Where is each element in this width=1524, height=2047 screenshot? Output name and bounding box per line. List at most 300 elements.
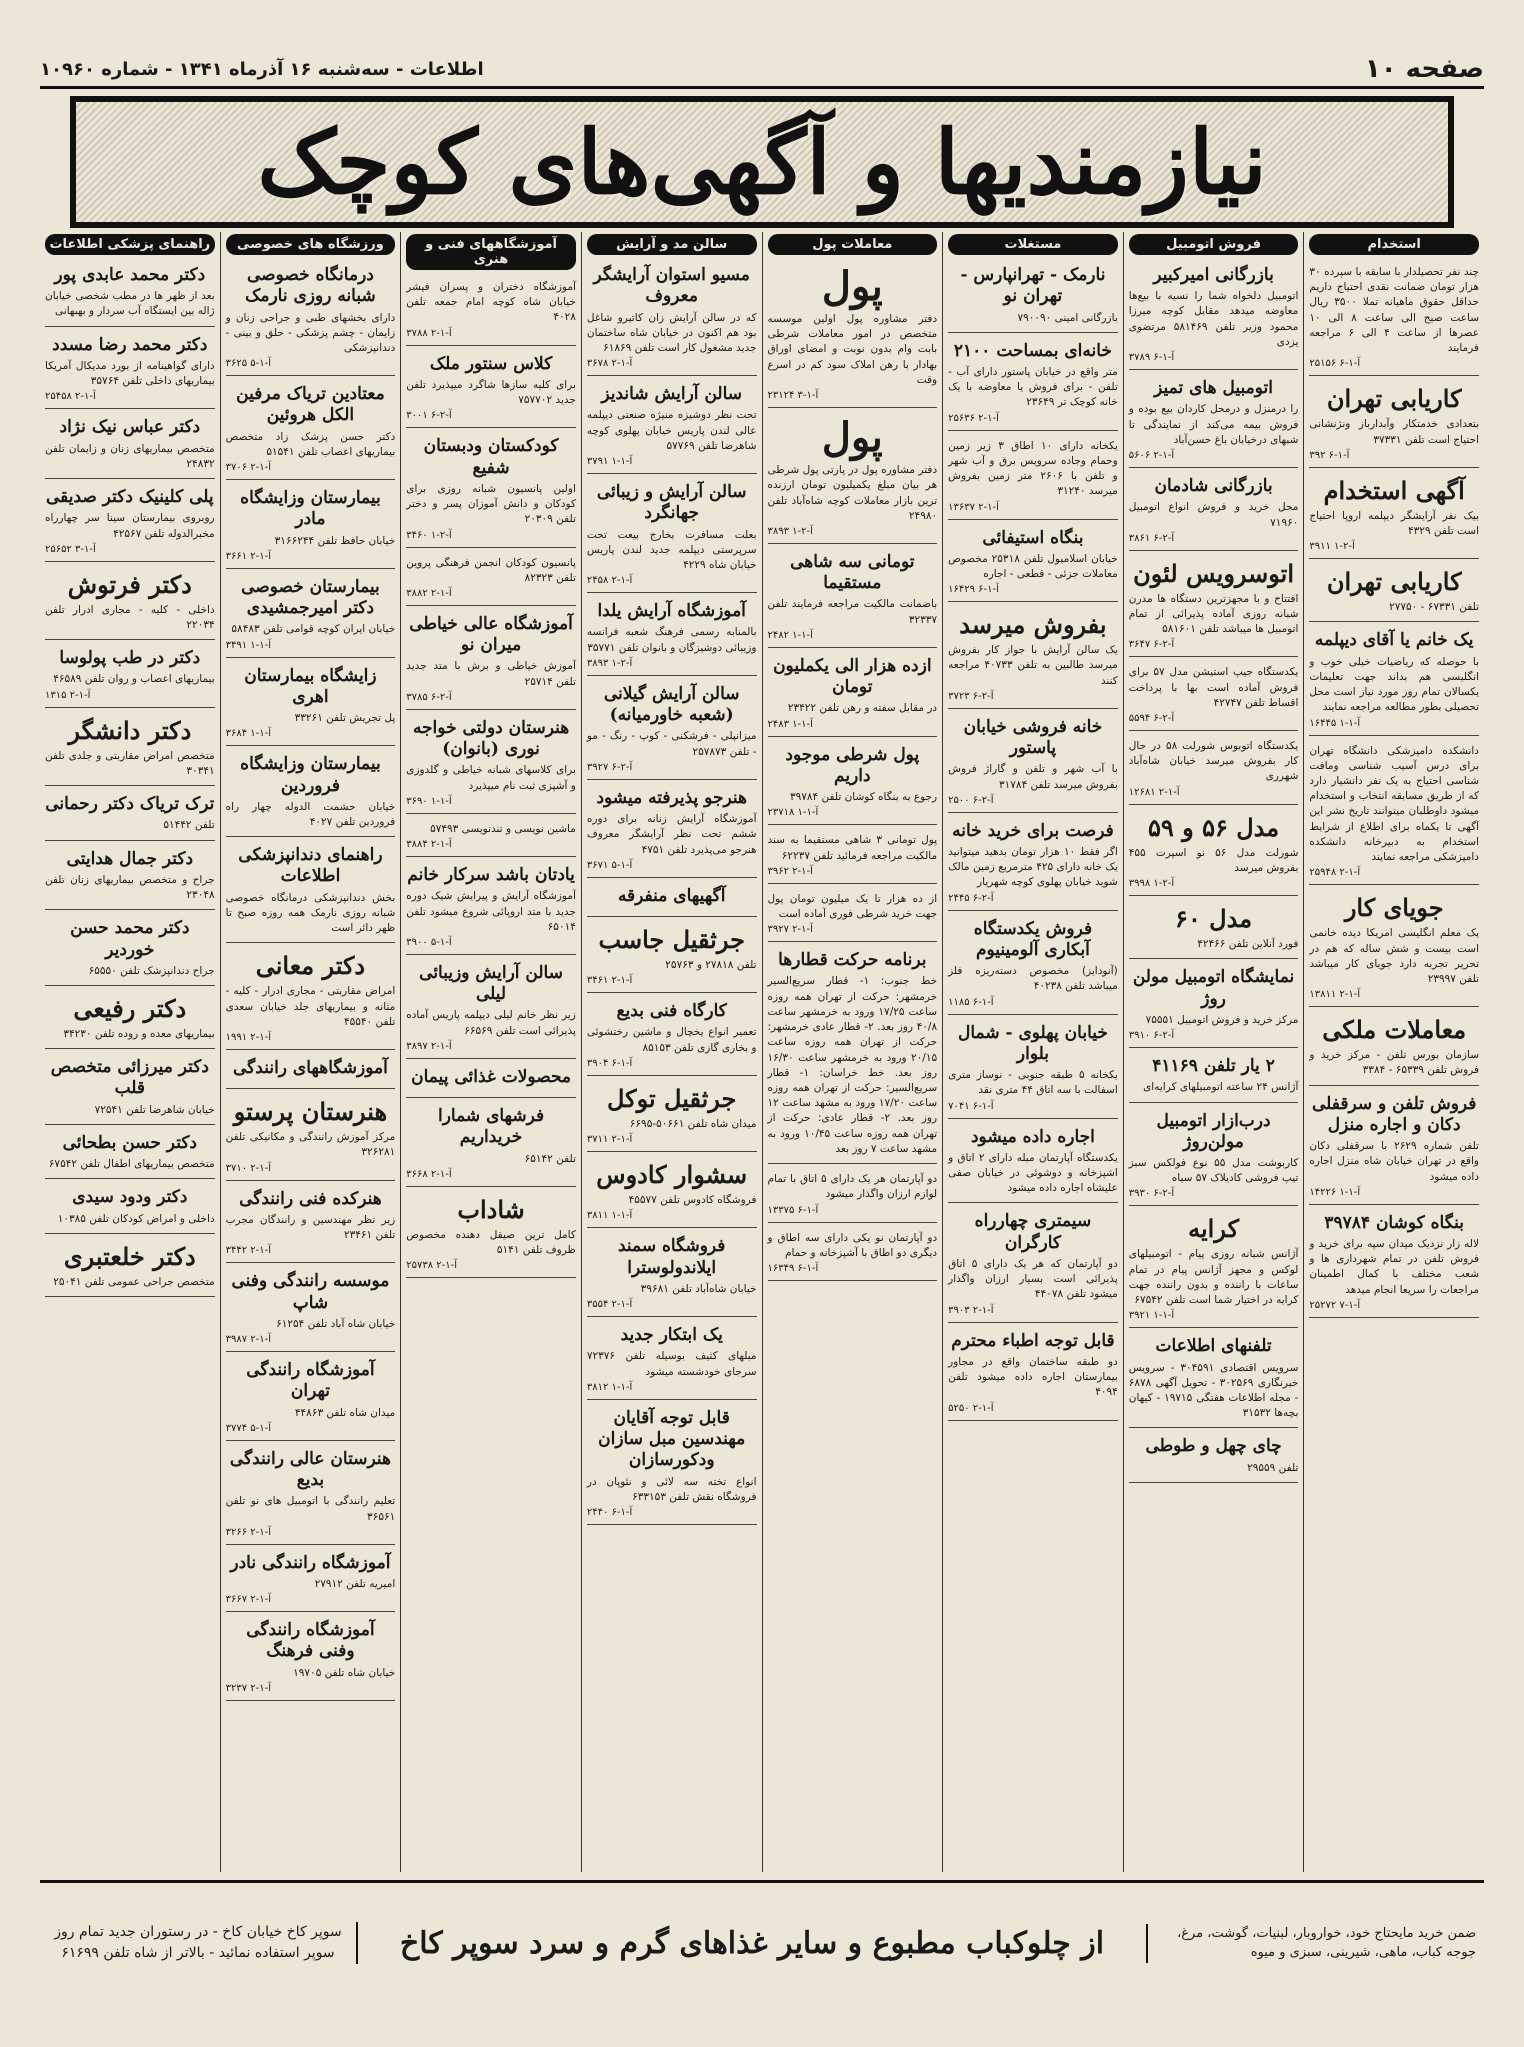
banner-title: نیازمندیها و آگهی‌های کوچک: [257, 110, 1267, 214]
classified-ad: [768, 652, 938, 737]
classified-ad: [948, 435, 1118, 520]
ad-code: ۳۲۶۶ آ-۱-۲: [225, 1526, 272, 1538]
classified-ad: [587, 1080, 757, 1152]
ad-code: ۳۶۹۰ آ-۱-۱: [406, 795, 452, 807]
classified-ad: [768, 1168, 938, 1222]
classified-ad: [948, 713, 1118, 813]
classified-ad: [45, 413, 215, 479]
ad-body: یکخانه دارای ۱۰ اطاق ۳ زیر زمین وحمام وجاده سرویس برق و آب شهر و تلفن با ۲۶۰۶ متر زمین بفروش میرسد ۳۱۲۴۰: [948, 439, 1118, 498]
classified-ad: [1129, 374, 1299, 468]
ad-code: ۳۶۷۸ آ-۱-۲: [586, 358, 633, 370]
ad-body: مرکز خرید و فروش اتومبیل ۷۵۵۵۱: [1145, 1013, 1299, 1026]
ad-code: ۵۶۰۶ آ-۱-۲: [1128, 450, 1175, 462]
ad-body: تلفن ۶۵۱۴۲: [524, 1152, 576, 1165]
ad-body: تعلیم رانندگی با اتومبیل های نو تلفن ۳۶۵۶۱: [225, 1495, 396, 1523]
ad-title: موسسه رانندگی وفنی شاپ: [231, 1271, 390, 1313]
classified-ad: [1129, 1332, 1299, 1428]
ad-code: ۳۶۶۷ آ-۱-۲: [225, 1594, 272, 1606]
ad-code: ۱۶۴۲۹ آ-۱-۶: [948, 584, 999, 596]
classified-ad: [226, 1616, 396, 1701]
ad-title: دکتر رفیعی: [73, 993, 187, 1023]
ad-body: خیابان اسلامبول تلفن ۲۵۳۱۸ مخصوص معاملات جزئی - قطعی - اجاره: [948, 552, 1118, 580]
ad-body: امراض مقاربتی - مجاری ادرار - کلیه - مثانه و بیماریهای جلد خیابان سعدی تلفن ۴۵۵۴۰: [225, 985, 396, 1028]
ad-body: بیک نفر آرایشگر دیپلمه اروپا احتیاج است تلفن ۴۳۲۹: [1309, 509, 1479, 537]
ad-title: دکتر جمال هدایتی: [66, 848, 194, 869]
ad-code: ۲۵۲۷۲ آ-۱-۷: [1309, 1299, 1361, 1311]
ad-title: یک ابتکار جدید: [620, 1325, 723, 1346]
ad-code: ۳۷۱۱ آ-۱-۲: [586, 1134, 633, 1146]
page-header: [40, 52, 1484, 89]
ad-code: ۳۶۶۱ آ-۱-۲: [225, 550, 272, 562]
ad-code: ۲۳۱۲۴ آ-۱-۳: [767, 390, 819, 402]
ad-title: کارگاه فنی بدیع: [616, 1001, 727, 1022]
classified-ad: [1129, 1432, 1299, 1482]
ad-body: چند نفر تحصیلدار با سابقه با سپرده ۳۰ هزار تومان ضمانت نقدی احتیاج داریم حداقل حقوق ماهیانه تملا ۳۵۰۰ ریال ساعت صبح الی ساعت ۸ الی ۱۰ عصرها از ساعت ۴ الی ۶ مراجعه فرمایند: [1309, 266, 1480, 355]
footer-left-text: سوپر کاخ خیابان کاخ - در رستوران جدید تمام روز سوپر استفاده نمائید - بالاتر از شاه تلفن ۶۱۶۹۹: [40, 1922, 358, 1964]
classified-ad: [406, 861, 576, 955]
ad-column: [400, 232, 581, 1872]
ad-title: بیمارستان خصوصی دکتر امیرجمشیدی: [241, 576, 380, 619]
classified-ad: [587, 380, 757, 474]
ad-column: [40, 232, 220, 1872]
ad-code: ۳۸۸۲ آ-۱-۲: [406, 587, 452, 599]
ad-code: ۵۲۵۰ آ-۱-۲: [948, 1402, 994, 1414]
classified-ad: [1309, 1090, 1479, 1205]
ad-title: تلفنهای اطلاعات: [1155, 1336, 1272, 1357]
ad-column: [581, 232, 762, 1872]
classified-ad: [587, 478, 757, 593]
classified-ad: [587, 784, 757, 878]
classified-ad: [406, 1102, 576, 1187]
ad-title: سالن آرایش شاندیز: [601, 384, 742, 405]
ad-columns: [40, 232, 1484, 1872]
classified-ad: [226, 947, 396, 1050]
classified-ad: [45, 1129, 215, 1179]
ad-title: دکتر در طب پولوسا: [59, 648, 201, 669]
ad-code: ۳۸۸۴ آ-۱-۲: [406, 839, 452, 851]
column-heading: مستغلات: [948, 234, 1118, 255]
ad-body: یک معلم انگلیسی امریکا دیده خانمی است بیست و شش ساله که هم در تحریر تجربه دارد جویای کار میباشد تلفن ۲۳۹۹۷: [1309, 927, 1479, 985]
ad-title: مدل ۶۰: [1175, 904, 1253, 934]
ad-code: ۳۹۹۸ آ-۲-۱: [1128, 878, 1175, 890]
ad-body: جراح و متخصص بیماریهای زنان تلفن ۲۳۰۴۸: [45, 873, 215, 902]
ad-body: دو آپارتمان هر یک دارای ۵ اتاق با تمام لوازم ارزان واگذار میشود: [767, 1173, 938, 1201]
ad-title: سالن آرایش گیلانی (شعبه خاورمیانه): [603, 683, 740, 726]
ad-code: ۳۸۱۲ آ-۱-۱: [586, 1381, 633, 1393]
ad-body: لاله زار نزدیک میدان سپه برای خرید و فروش تلفن در تمام شهرداری ها و شعب مختلف با کمال اطمینان مراجعات را سریعا انجام میدهد: [1309, 1238, 1479, 1296]
classified-ad: [768, 829, 938, 883]
ad-code: ۳۰۰۱ آ-۲-۶: [406, 410, 452, 422]
ad-code: ۲۴۴۰ آ-۱-۶: [586, 1506, 633, 1518]
ad-code: ۲۵۹۴۸ آ-۱-۲: [1309, 867, 1361, 879]
ad-code: ۲۴۵۸ آ-۱-۲: [586, 575, 633, 587]
ad-title: پلی کلینیک دکتر صدیقی: [45, 487, 214, 508]
ad-code: ۱۳۳۷۵ آ-۱-۶: [767, 1204, 819, 1216]
classified-ad: [226, 1093, 396, 1180]
classified-ad: [45, 331, 215, 410]
classified-ad: [948, 1207, 1118, 1322]
classified-ad: [45, 845, 215, 911]
classified-ad: [587, 1404, 757, 1525]
ad-title: فرشهای شمارا خریداریم: [437, 1106, 545, 1148]
ad-title: دکتر محمد عابدی پور: [54, 265, 206, 285]
ad-title: آموزشگاه رانندگی نادر: [230, 1552, 391, 1573]
classified-ad: [1129, 1107, 1299, 1207]
ad-code: ۱۶۴۴۵ آ-۱-۱: [1309, 717, 1361, 729]
ad-body: پول تومانی ۳ شاهی مستقیما به سند مالکیت مراجعه فرمائید تلفن ۶۲۲۳۷: [767, 834, 938, 862]
ad-code: ۳۹۰۳ آ-۱-۲: [948, 1304, 994, 1316]
ad-body: خیابان شاهرضا تلفن ۷۲۵۴۱: [94, 1103, 215, 1116]
ad-title: بنگاه استیفائی: [982, 527, 1084, 548]
ad-body: از ده هزار تا یک میلیون تومان پول جهت خرید شرطی فوری آماده است: [767, 892, 938, 920]
classified-ad: [406, 1063, 576, 1098]
ad-title: ازده هزار الی یکملیون تومان: [773, 655, 932, 698]
column-heading: سالن مد و آرایش: [587, 234, 757, 255]
ad-body: تلفن ۵۱۴۴۲: [163, 819, 215, 832]
ad-title: جرثقیل جاسب: [598, 925, 745, 954]
ad-code: ۱۴۲۲۶ آ-۱-۱: [1309, 1186, 1361, 1198]
classified-ad: [226, 1185, 396, 1264]
ad-body: پانسیون کودکان انجمن فرهنگی پروین تلفن ۸۲۳۲۳: [406, 556, 576, 584]
ad-body: بعلت مسافرت بخارج بیعت تحت سرپرستی دیپلمه جدید لندن پاریس خیابان شاه ۴۲۲۹: [586, 528, 757, 571]
classified-ad: [587, 261, 757, 376]
ad-title: کرایه: [1188, 1214, 1239, 1244]
classified-ad: [1309, 626, 1479, 735]
ad-body: دفتر مشاوره پول اولین موسسه متخصص در امور معاملات شرطی بابت وام بدون نوبت و امضای اوراق بهادار با رهن املاک سود کم در اسرع وقت: [767, 313, 938, 386]
ad-body: یکدستگاه اتوبوس شورلت ۵۸ در حال کار بفروش میرسد خیابان شاه‌آباد شهرری: [1128, 740, 1299, 783]
ad-title: سیمتری چهارراه کارگران: [974, 1211, 1092, 1253]
ad-body: دو طبقه ساختمان واقع در مجاور بیمارستان اجاره داده میشود تلفن ۴۰۹۴: [948, 1355, 1118, 1399]
ad-column: [1123, 232, 1304, 1872]
classified-ad: [406, 959, 576, 1059]
ad-title: پول شرطی موجود داریم: [785, 744, 920, 786]
ad-body: میدان شاه تلفن ۴۴۸۶۳: [294, 1406, 396, 1419]
classified-ad: [768, 741, 938, 826]
classified-ad: [1309, 1209, 1479, 1318]
ad-body: رجوع به بنگاه کوشان تلفن ۳۹۷۸۴: [790, 791, 938, 804]
ad-code: ۲۵۴۵۸ آ-۱-۲: [45, 391, 96, 403]
ad-body: آموزشگاه دختران و پسران فیشر خیابان شاه کوچه امام جمعه تلفن ۴۰۲۸: [406, 281, 576, 324]
ad-body: اتومبیل دلخواه شما را نسیه با بیع‌ها معاوضه میدهد مقابل کوچه میرزا محمود وزیر تلفن ۵۸۱۴۶۹ مرتضوی یزدی: [1128, 290, 1299, 348]
ad-title: خانه فروشی خیابان پاستور: [963, 716, 1103, 759]
ad-body: دارای گواهینامه از بورد مدیکال آمریکا بیماریهای داخلی تلفن ۳۵۷۶۴: [45, 359, 215, 388]
ad-title: ۲ یار تلفن ۴۱۱۶۹: [1152, 1056, 1275, 1077]
ad-code: ۱۶۳۴۹ آ-۱-۶: [767, 1262, 819, 1274]
ad-code: ۳۷۹۱ آ-۱-۱: [586, 456, 633, 468]
ad-code: ۳۴۹۱ آ-۱-۱: [225, 639, 272, 651]
ad-body: آموزش خیاطی و برش با متد جدید تلفن ۲۵۷۱۴: [406, 660, 576, 688]
ad-code: ۳۷۱۰ آ-۱-۲: [225, 1162, 272, 1174]
classified-ad: [587, 882, 757, 917]
classified-ad: [1309, 261, 1479, 376]
classified-ad: [45, 1053, 215, 1125]
ad-body: برای کلیه سازها شاگرد میپذیرد تلفن جدید ۷۵۷۷۰۲: [406, 378, 576, 407]
ad-body: تلفن شماره ۲۶۲۹ با سرقفلی دکان واقع در تهران خیابان شاه منزل اجاره داده میشود: [1309, 1140, 1479, 1183]
ad-title: هنرجو پذیرفته میشود: [596, 787, 747, 808]
ad-body: دکتر حسن پزشک زاد متخصص بیماریهای اعصاب تلفن ۵۱۵۴۱: [225, 430, 396, 458]
classified-ad: [45, 566, 215, 640]
ad-title: بفروش میرسد: [959, 610, 1107, 640]
classified-ad: [1129, 555, 1299, 658]
ad-body: تلفن ۲۷۸۱۸ و ۲۵۷۶۳: [665, 959, 757, 971]
ad-title: مسیو استوان آرایشگر معروف: [593, 265, 750, 307]
ad-code: ۳۷۲۳ آ-۲-۶: [948, 690, 994, 702]
ad-code: ۲۵۶۳۶ آ-۱-۲: [948, 412, 999, 424]
ad-column: [1303, 232, 1484, 1872]
ad-body: متر واقع در خیابان پاستور دارای آب - تلفن - برای فروش یا معاوضه با یک خانه کوچک تر ۲۳۶۴۹: [948, 365, 1118, 409]
ad-title: جرثقیل توکل: [607, 1083, 737, 1113]
ad-body: ماشین نویسی و تندنویسی ۵۷۴۹۳: [430, 822, 576, 835]
classified-ad: [1129, 735, 1299, 805]
ad-code: ۳۹۶۲ آ-۱-۲: [767, 865, 813, 877]
ad-body: (آنودایز) مخصوص دسته‌ریزه فلز میباشد تلفن ۴۰۲۳۸: [948, 965, 1118, 993]
ad-code: ۳۹۲۷ آ-۲-۶: [586, 761, 633, 773]
ad-title: معتادین تریاک مرفین الکل هروئین: [236, 384, 385, 426]
classified-ad: [768, 548, 938, 648]
classified-ad: [45, 644, 215, 707]
ad-body: یکدستگاه جیپ استیشن مدل ۵۷ برای فروش آماده است بها با پرداخت اقساط تلفن ۴۲۷۴۷: [1128, 666, 1299, 709]
footer-ad: [40, 1880, 1484, 2003]
ad-body: دفتر مشاوره پول در پارتی پول شرطی هر بیان مبلغ یکمیلیون تومان ارزنده ترین بازار معاملات کوچه شاه‌آباد تلفن ۲۴۹۸۰: [767, 464, 938, 522]
ad-title: دکتر محمد رضا مسدد: [52, 334, 208, 355]
ad-code: ۱۳۶۳۷ آ-۱-۲: [948, 501, 999, 513]
ad-body: یک سالن آرایش با جواز کار بفروش میرسد طالبین به تلفن ۴۰۷۳۳ مراجعه کنند: [948, 644, 1118, 687]
ad-body: برای کلاسهای شبانه خیاطی و گلدوزی و آشپزی ثبت نام میپذیرد: [406, 764, 576, 792]
ad-body: زیر نظر خانم لیلی دیپلمه پاریس آماده پذیرائی است تلفن ۶۶۵۶۹: [406, 1009, 576, 1037]
ad-title: هنرستان عالی رانندگی بدیع: [229, 1448, 391, 1491]
ad-body: فورد آنلاین تلفن ۴۲۴۶۶: [1197, 938, 1299, 951]
ad-body: بیماریهای اعصاب و روان تلفن ۴۶۵۸۹: [53, 673, 215, 686]
ad-body: تلفن ۲۹۵۵۹: [1247, 1461, 1299, 1474]
ad-title: فرصت برای خرید خانه: [952, 820, 1114, 841]
ad-body: که در سالن آرایش زان کاتیرو شاغل بود هم اکنون در خیابان شاه ساختمان جدید مشغول کار است تلفن ۶۱۸۶۹: [586, 311, 757, 354]
ad-code: ۳۷۸۹ آ-۱-۶: [1128, 352, 1175, 364]
ad-body: متخصص امراض مقاربتی و جلدی تلفن ۳۰۳۴۱: [45, 749, 215, 777]
ad-column: [762, 232, 943, 1872]
classified-ad: [226, 1267, 396, 1352]
classified-ad: [587, 921, 757, 993]
classified-ad: [1129, 809, 1299, 896]
ad-body: تحت نظر دوشیزه منیژه صنعتی دیپلمه عالی لندن پاریس خیابان پهلوی کوچه شاهرضا تلفن ۵۷۷۶۹: [586, 409, 757, 452]
classified-ad: [226, 750, 396, 837]
ad-title: قابل توجه آقایان مهندسین مبل سازان ودکورسازان: [598, 1407, 746, 1471]
classified-ad: [45, 790, 215, 840]
ad-title: آگهیهای منفرقه: [617, 885, 726, 906]
classified-ad: [406, 818, 576, 857]
classified-ad: [1129, 261, 1299, 370]
ad-title: آموزشگاه عالی خیاطی میران نو: [409, 613, 573, 656]
ad-title: کاریابی تهران: [1326, 384, 1462, 414]
classified-ad: [226, 573, 396, 658]
ad-body: بیماریهای معده و روده تلفن ۳۴۲۳۰: [63, 1027, 215, 1040]
classified-ad: [406, 350, 576, 429]
classified-ad: [948, 337, 1118, 431]
ad-code: ۳۶۶۸ آ-۱-۲: [406, 1168, 452, 1180]
ad-code: ۲۵۷۳۸ آ-۱-۲: [406, 1260, 458, 1272]
ad-title: فروش تلفن و سرقفلی دکان و اجاره منزل: [1311, 1093, 1477, 1135]
page-number: صفحه ۱۰: [1364, 54, 1484, 84]
ad-title: جویای کار: [1344, 893, 1444, 923]
ad-code: ۲۵۱۵۶ آ-۱-۶: [1309, 358, 1361, 370]
ad-body: آژانس شبانه روزی پیام - اتومبیلهای لوکس و مجهز آژانس پیام در تمام ساعات با راننده و بدون راننده جهت کرایه در اختیار شما است تلفن ۶۷۵۴۲: [1128, 1248, 1299, 1307]
classified-ad: [226, 484, 396, 569]
ad-code: ۳۷۸۸ آ-۱-۲: [406, 327, 452, 339]
ad-body: روبروی بیمارستان سینا سر چهارراه مخبرالدوله تلفن ۴۲۵۶۷: [45, 512, 215, 540]
ad-code: ۷۰۴۱ آ-۱-۶: [948, 1100, 994, 1112]
ad-body: اولین پانسیون شبانه روزی برای کودکان و دانش آموزان پسر و دختر تلفن ۲۰۳۰۹: [406, 482, 576, 526]
classified-ad: [1129, 661, 1299, 731]
classified-ad: [1309, 563, 1479, 622]
footer-right-text: ضمن خرید مایحتاج خود، خواروبار، لبنیات، گوشت، مرغ، جوجه کباب، ماهی، شیرینی، سبزی و میوه: [1146, 1924, 1484, 1963]
classified-ad: [768, 1227, 938, 1281]
ad-body: شورلت مدل ۵۶ نو اسپرت ۴۵۵ بفروش میرسد: [1128, 846, 1299, 874]
ad-code: ۱۹۹۱ آ-۱-۲: [225, 1032, 272, 1043]
footer-main-slogan: از چلوکباب مطبوع و سایر غذاهای گرم و سرد سوپر کاخ: [399, 1925, 1105, 1961]
ad-title: خیابان پهلوی - شمال بلوار: [957, 1022, 1108, 1064]
ad-code: ۳۴۶۱ آ-۱-۲: [586, 975, 633, 987]
ad-title: ترک تریاک دکتر رحمانی: [45, 794, 215, 815]
classified-ad: [948, 524, 1118, 603]
classified-ad: [768, 888, 938, 942]
ad-code: ۳۹۲۱ آ-۱-۱: [1128, 1310, 1175, 1322]
classified-ad: [226, 1445, 396, 1545]
ad-body: سرویس اقتصادی ۳۰۴۵۹۱ - سرویس خبرنگاری ۳۰۲۵۶۹ - تحویل آگهی ۶۸۷۸ - مجله اطلاعات هفتگی ۱۹۷۱۵ - کیهان بچه‌ها ۳۱۵۳۲: [1128, 1361, 1299, 1420]
ad-code: ۱۲۶۸۱ آ-۱-۲: [1128, 786, 1180, 798]
ad-body: متخصص جراحی عمومی تلفن ۲۵۰۴۱: [53, 1275, 215, 1288]
ad-body: تلفن ۶۷۳۳۱ - ۲۷۷۵۰: [1389, 601, 1479, 614]
ad-body: آموزشگاه آرایش زنانه برای دوره ششم تحت نظر آرایشگر معروف هنرجو می‌پذیرد تلفن ۴۷۵۱: [586, 813, 757, 856]
ad-title: هنرکده فنی رانندگی: [239, 1188, 382, 1209]
ad-code: ۳۹۱۰ آ-۲-۶: [1128, 1030, 1175, 1042]
classified-ad: [226, 841, 396, 943]
classified-ad: [587, 597, 757, 676]
ad-title: دکتر معانی: [255, 951, 366, 981]
ad-body: یکدستگاه آپارتمان مبله دارای ۲ اتاق و اشپزخانه و دوشوئی در خیابان صفی علیشاه اجاره داده میشود: [948, 1151, 1118, 1195]
classified-ad: [226, 261, 396, 376]
column-heading: فروش اتومبیل: [1129, 234, 1299, 255]
ad-body: متخصص بیماریهای زنان و زایمان تلفن ۲۴۸۳۲: [45, 442, 215, 470]
column-heading: معاملات پول: [768, 234, 938, 255]
classified-ad: [948, 817, 1118, 911]
ad-code: ۳۸۹۳ آ-۲-۱: [586, 657, 633, 669]
ad-code: ۲۵۰۰ آ-۲-۶: [948, 794, 994, 806]
ad-body: در مقابل سفته و رهن تلفن ۲۳۴۲۲: [787, 702, 938, 715]
ad-title: کاریابی تهران: [1326, 567, 1462, 597]
ad-code: ۵۵۹۴ آ-۲-۶: [1128, 713, 1175, 725]
classified-ad: [948, 606, 1118, 709]
classified-ad: [406, 276, 576, 346]
ad-title: بنگاه کوشان ۳۹۷۸۴: [1324, 1212, 1464, 1233]
ad-body: دو آپارتمان که هر یک دارای ۵ اتاق پذیرائی است بسیار ارزان واگذار میشود تلفن ۴۴۰۷۸: [948, 1257, 1118, 1301]
ad-column: [220, 232, 401, 1872]
ad-code: ۳۹۳۰ آ-۲-۶: [1128, 1188, 1175, 1200]
ad-body: دو آپارتمان نو یکی دارای سه اطاق و دیگری دو اطاق با آشپزخانه و حمام: [767, 1231, 938, 1259]
ad-title: پول: [821, 414, 883, 462]
ad-title: بازرگانی امیرکبیر: [1153, 265, 1274, 285]
classified-ad: [1309, 740, 1479, 886]
classified-ad: [587, 1232, 757, 1317]
ad-body: آموزشگاه آرایش و پیرایش شیک دوره جدید با متد اروپائی شروع میشود تلفن ۶۵۰۱۴: [406, 890, 576, 933]
ad-title: محصولات غذائی پیمان: [411, 1066, 572, 1087]
ad-body: متخصص بیماریهای اطفال تلفن ۶۷۵۴۲: [48, 1158, 215, 1171]
ad-code: ۳۷۸۵ آ-۲-۶: [406, 691, 452, 703]
ad-body: کامل ترین صیقل دهنده مخصوص ظروف تلفن ۵۱۴۱: [406, 1228, 576, 1257]
ad-code: ۳۲۳۷ آ-۱-۲: [225, 1682, 272, 1694]
ad-body: پل تجریش تلفن ۳۳۲۶۱: [294, 712, 396, 725]
classified-ad: [406, 1191, 576, 1278]
ad-code: ۳۷۷۴ آ-۱-۵: [225, 1422, 272, 1434]
ad-body: مبلهای کثیف بوسیله تلفن ۷۲۳۷۶ سرجای خودشسته میشود: [586, 1350, 757, 1378]
classified-ad: [1129, 1052, 1299, 1102]
ad-title: نارمک - تهرانپارس - تهران نو: [960, 265, 1106, 307]
ad-title: دکتر خلعتبری: [63, 1241, 196, 1271]
classified-ad: [1309, 472, 1479, 559]
ad-title: بیمارستان وزایشگاه مادر: [240, 488, 381, 530]
ad-body: بازرگانی امینی ۷۹۰۰۹۰: [1017, 311, 1118, 324]
ad-body: امیریه تلفن ۲۷۹۱۲: [314, 1578, 396, 1590]
column-heading: استخدام: [1309, 234, 1479, 255]
ad-title: چای چهل و طوطی: [1145, 1436, 1282, 1457]
section-banner: [70, 96, 1454, 228]
ad-title: یادتان باشد سرکار خانم: [407, 865, 575, 886]
ad-body: خیابان حشمت الدوله چهار راه فروردین تلفن ۴۰۲۷: [225, 800, 396, 828]
ad-body: دارای بخشهای طبی و جراحی زنان و زایمان - چشم پزشکی - حلق و بینی - دندانپزشکی: [225, 311, 396, 354]
ad-body: افتتاح و با مجهزترین دستگاه ها مدرن شبانه روزی آماده پذیرائی از تمام اتومبیل ها میباشد تلفن ۵۸۱۶۰۱: [1128, 592, 1299, 636]
classified-ad: [226, 1054, 396, 1089]
ad-body: آژانس ۲۴ ساعته اتومبیلهای کرایه‌ای: [1143, 1081, 1299, 1094]
ad-code: ۲۴۸۲ آ-۱-۱: [767, 629, 813, 641]
ad-code: ۳۴۴۲ آ-۱-۲: [225, 1245, 272, 1257]
classified-ad: [587, 1321, 757, 1400]
classified-ad: [1129, 1210, 1299, 1328]
ad-code: ۳۸۶۱ آ-۲-۶: [1128, 532, 1175, 544]
ad-title: کلاس سنتور ملک: [429, 353, 553, 374]
ad-title: دکتر عباس نیک نژاد: [59, 417, 201, 438]
ad-title: دکتر حسن بطحائی: [62, 1132, 197, 1153]
ad-body: خیابان شاه‌آباد تلفن ۳۹۶۸۱: [640, 1282, 757, 1295]
ad-title: دکتر فرتوش: [67, 569, 192, 599]
ad-title: مدل ۵۶ و ۵۹: [1148, 812, 1280, 842]
ad-code: ۳۸۹۷ آ-۱-۲: [406, 1040, 452, 1052]
issue-info: اطلاعات - سه‌شنبه ۱۶ آذرماه ۱۳۴۱ - شماره ۱۰۹۶۰: [40, 58, 484, 80]
classified-ad: [226, 662, 396, 747]
ad-code: ۳۵۵۴ آ-۱-۲: [586, 1299, 633, 1311]
ad-code: ۳۹۲۷ آ-۱-۲: [767, 924, 813, 936]
ad-code: ۳۹۰۴ آ-۱-۶: [586, 1057, 633, 1069]
ad-title: هنرستان پرستو: [233, 1097, 388, 1127]
ad-code: ۲۳۷۱۸ آ-۱-۱: [767, 807, 819, 819]
ad-body: میدان شاه تلفن ۵۰۶۶۱-۶۶۹۵: [629, 1117, 757, 1130]
classified-ad: [45, 1238, 215, 1297]
ad-body: بتعدادی خدمتکار وآبدارباز ونژنشانی احتیاج است تلفن ۳۷۳۳۱: [1309, 418, 1479, 446]
classified-ad: [406, 432, 576, 547]
ad-title: اجاره داده میشود: [970, 1126, 1095, 1147]
classified-ad: [587, 1156, 757, 1228]
ad-code: ۳۹۲ آ-۱-۶: [1309, 449, 1350, 461]
ad-code: ۲۴۸۳ آ-۱-۱: [767, 718, 813, 730]
ad-body: دانشکده دامپزشکی دانشگاه تهران برای درس آسیب شناسی ومافت شناسی احتیاج به یک نفر دانشیار دارد که از طریق مسابقه انتخاب و استخدام میشود داوطلبان میتوانند تاریخ نشر این آگهی تا یکماه برای اطلاع از شرایط استخدام به دبیرخانه دانشکده دامپزشکی مراجعه نمایند: [1309, 744, 1479, 864]
ad-title: دکتر میرزائی متخصص قلب: [50, 1057, 209, 1099]
classified-ad: [45, 914, 215, 986]
classified-ad: [45, 261, 215, 327]
ad-title: آگهی استخدام: [1323, 475, 1465, 505]
ad-code: ۳۴۶۰ آ-۲-۱: [406, 529, 452, 541]
ad-title: قابل توجه اطباء محترم: [951, 1330, 1115, 1351]
ad-column: [942, 232, 1123, 1872]
ad-title: خانه‌ای بمساحت ۲۱۰۰: [953, 340, 1112, 361]
ad-title: کودکستان ودبستان شفیع: [423, 436, 559, 478]
ad-code: ۳۹۸۷ آ-۱-۲: [225, 1334, 272, 1346]
